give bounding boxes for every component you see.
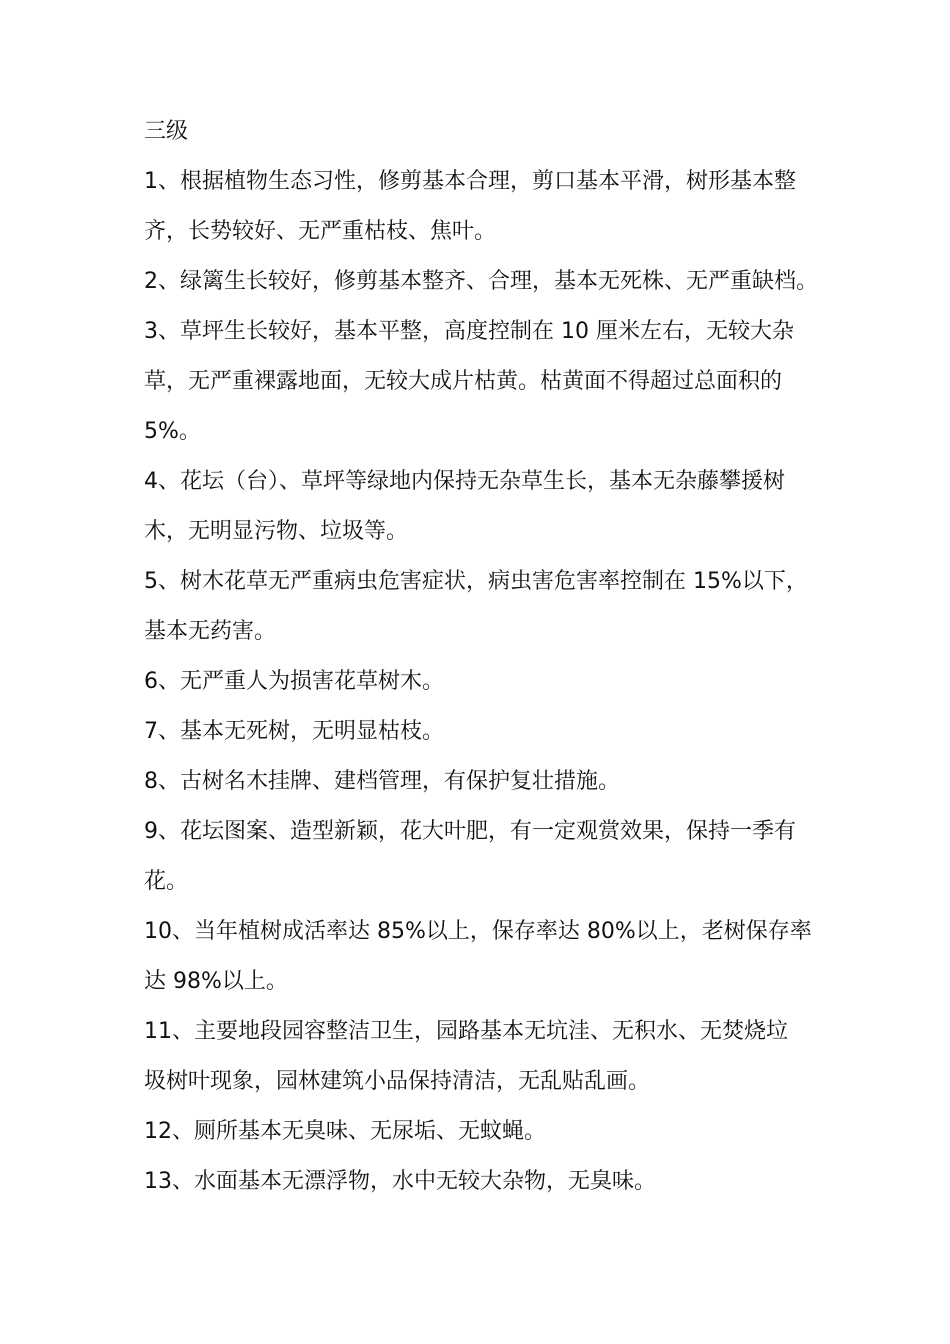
item-line: 9、花坛图案、造型新颖，花大叶肥，有一定观赏效果，保持一季有 bbox=[144, 819, 796, 844]
item-line: 8、古树名木挂牌、建档管理，有保护复壮措施。 bbox=[144, 769, 620, 794]
item-line: 5、树木花草无严重病虫危害症状，病虫害危害率控制在 15%以下， bbox=[144, 569, 808, 594]
list-item bbox=[144, 707, 824, 757]
item-line: 11、主要地段园容整洁卫生，园路基本无坑洼、无积水、无焚烧垃 bbox=[144, 1019, 788, 1044]
list-item bbox=[144, 1157, 824, 1207]
item-line: 13、水面基本无漂浮物，水中无较大杂物，无臭味。 bbox=[144, 1169, 656, 1194]
section-heading: 三级 bbox=[144, 119, 189, 144]
standards-list bbox=[144, 157, 824, 1207]
item-line: 达 98%以上。 bbox=[144, 969, 288, 994]
list-item bbox=[144, 457, 824, 557]
list-item bbox=[144, 907, 824, 1007]
item-line: 草，无严重裸露地面，无较大成片枯黄。枯黄面不得超过总面积的 bbox=[144, 369, 783, 394]
item-line: 圾树叶现象，园林建筑小品保持清洁，无乱贴乱画。 bbox=[144, 1069, 651, 1094]
item-line: 7、基本无死树，无明显枯枝。 bbox=[144, 719, 444, 744]
list-item bbox=[144, 807, 824, 907]
document-page bbox=[144, 107, 824, 1207]
item-line: 基本无药害。 bbox=[144, 619, 277, 644]
item-line: 6、无严重人为损害花草树木。 bbox=[144, 669, 444, 694]
list-item bbox=[144, 657, 824, 707]
list-item bbox=[144, 557, 824, 657]
item-line: 木，无明显污物、垃圾等。 bbox=[144, 519, 409, 544]
list-item bbox=[144, 157, 824, 257]
item-line: 花。 bbox=[144, 869, 189, 894]
item-line: 10、当年植树成活率达 85%以上，保存率达 80%以上，老树保存率 bbox=[144, 919, 812, 944]
item-line: 2、绿篱生长较好，修剪基本整齐、合理，基本无死株、无严重缺档。 bbox=[144, 269, 818, 294]
list-item bbox=[144, 757, 824, 807]
item-line: 5%。 bbox=[144, 419, 201, 444]
item-line: 3、草坪生长较好，基本平整，高度控制在 10 厘米左右，无较大杂 bbox=[144, 319, 794, 344]
list-item bbox=[144, 257, 824, 307]
item-line: 1、根据植物生态习性，修剪基本合理，剪口基本平滑，树形基本整 bbox=[144, 169, 796, 194]
list-item bbox=[144, 307, 824, 457]
list-item bbox=[144, 1007, 824, 1107]
item-line: 4、花坛（台）、草坪等绿地内保持无杂草生长，基本无杂藤攀援树 bbox=[144, 469, 785, 494]
list-item bbox=[144, 1107, 824, 1157]
item-line: 12、厕所基本无臭味、无尿垢、无蚊蝇。 bbox=[144, 1119, 546, 1144]
item-line: 齐，长势较好、无严重枯枝、焦叶。 bbox=[144, 219, 497, 244]
